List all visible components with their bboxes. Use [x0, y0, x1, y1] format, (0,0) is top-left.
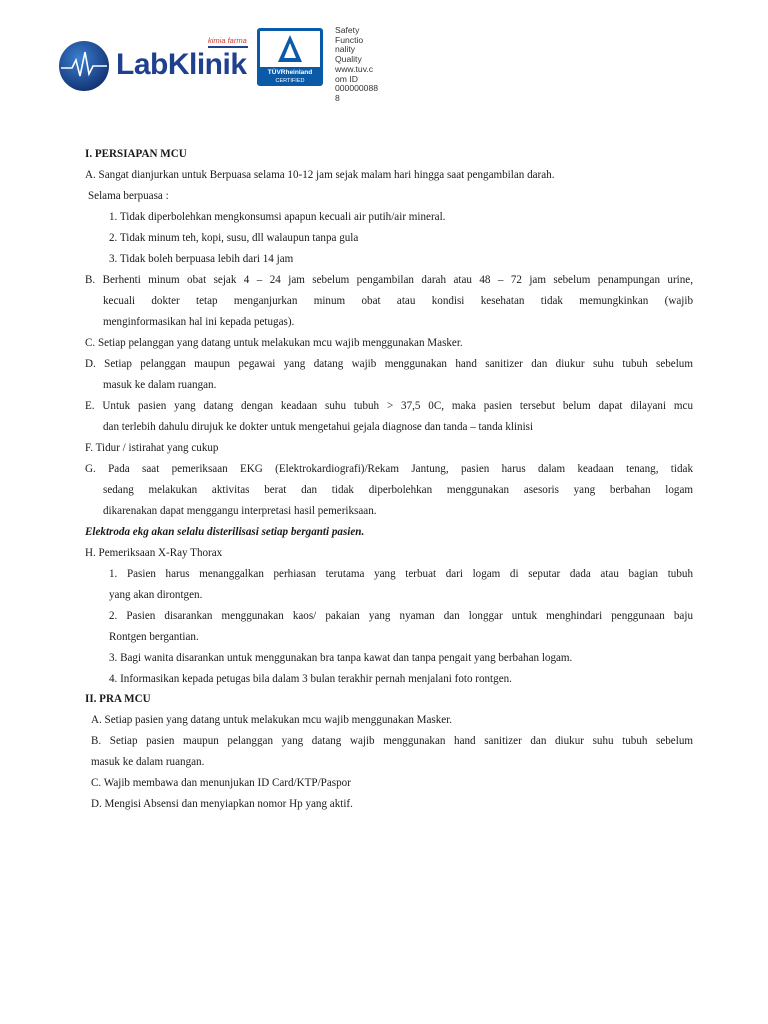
tuv-certified-logo-icon: [257, 28, 323, 86]
safety-line: Safety: [335, 25, 360, 35]
safety-line: Quality: [335, 54, 362, 65]
pra-item-a: A. Setiap pasien yang datang untuk melakukan mcu wajib menggunakan Masker.: [91, 714, 453, 726]
safety-line: www.tuv.c: [335, 63, 374, 74]
fasting-item: 3. Tidak boleh berpuasa lebih dari 14 jam: [109, 253, 294, 265]
item-h: H. Pemeriksaan X-Ray Thorax: [85, 547, 223, 559]
pra-item-d: D. Mengisi Absensi dan menyiapkan nomor Hp yang aktif.: [91, 798, 353, 810]
xray-item-line: 1. Pasien harus menanggalkan perhiasan terutama yang terbuat dari logam di seputar dada atau bagian tubuh: [109, 568, 693, 580]
item-g-line: sedang melakukan aktivitas berat dan tidak diperbolehkan menggunakan asesoris yang berbahan logam: [103, 484, 693, 496]
pra-item-c: C. Wajib membawa dan menunjukan ID Card/KTP/Paspor: [91, 777, 351, 789]
item-f: F. Tidur / istirahat yang cukup: [85, 442, 219, 454]
item-e-line: E. Untuk pasien yang datang dengan keadaan suhu tubuh > 37,5 0C, maka pasien tersebut belum dapat dilayani mcu: [85, 400, 693, 412]
pra-item-b-line: B. Setiap pasien maupun pelanggan yang datang wajib menggunakan hand sanitizer dan diukur suhu tubuh sebelum: [91, 735, 693, 747]
tuv-brand-text: TÜVRheinland: [267, 69, 313, 76]
xray-item-line: Rontgen bergantian.: [109, 631, 199, 643]
pra-item-b-line: masuk ke dalam ruangan.: [91, 756, 205, 768]
document-header: [0, 0, 768, 110]
item-b-line: B. Berhenti minum obat sejak 4 – 24 jam sebelum pengambilan darah atau 48 – 72 jam sebelum penampungan urine,: [85, 274, 693, 286]
section-title-pra-mcu: II. PRA MCU: [85, 693, 151, 705]
safety-line: 000000088: [335, 83, 379, 94]
brand-underline: [208, 46, 248, 48]
xray-item-line: 4. Informasikan kepada petugas bila dalam 3 bulan terakhir pernah menjalani foto rontgen.: [109, 673, 512, 685]
item-e-line: dan terlebih dahulu dirujuk ke dokter untuk mengetahui gejala diagnose dan tanda – tanda klinisi: [103, 421, 534, 433]
brand-parent: kimia farma: [208, 36, 247, 45]
tuv-certified-text: CERTIFIED: [275, 78, 305, 84]
brand-name: LabKlinik: [116, 48, 247, 81]
labklinik-heartbeat-logo-icon: [58, 40, 110, 92]
item-b-line: menginformasikan hal ini kepada petugas).: [103, 316, 295, 328]
safety-line: 8: [335, 92, 340, 103]
xray-item-line: yang akan dirontgen.: [109, 589, 203, 601]
fasting-label: Selama berpuasa :: [88, 190, 169, 202]
item-d-line: D. Setiap pelanggan maupun pegawai yang datang wajib menggunakan hand sanitizer dan diukur suhu tubuh sebelum: [85, 358, 693, 370]
section-title-persiapan: I. PERSIAPAN MCU: [85, 148, 187, 160]
safety-line: Functio: [335, 34, 364, 45]
ekg-note: Elektroda ekg akan selalu disterilisasi setiap berganti pasien.: [85, 526, 365, 538]
xray-item-line: 2. Pasien disarankan menggunakan kaos/ pakaian yang nyaman dan longgar untuk menghindari penggunaan baju: [109, 610, 693, 622]
item-c: C. Setiap pelanggan yang datang untuk melakukan mcu wajib menggunakan Masker.: [85, 337, 463, 349]
item-g-line: G. Pada saat pemeriksaan EKG (Elektrokardiografi)/Rekam Jantung, pasien harus dalam keadaan tenang, tidak: [85, 463, 693, 475]
safety-certification-text: [335, 26, 405, 104]
safety-line: nality: [335, 44, 356, 55]
xray-item-line: 3. Bagi wanita disarankan untuk menggunakan bra tanpa kawat dan tanpa pengait yang berbahan logam.: [109, 652, 573, 664]
safety-line: om ID: [335, 73, 358, 84]
fasting-item: 2. Tidak minum teh, kopi, susu, dll walaupun tanpa gula: [109, 232, 359, 244]
item-a: A. Sangat dianjurkan untuk Berpuasa selama 10-12 jam sejak malam hari hingga saat pengambilan darah.: [85, 169, 555, 181]
fasting-item: 1. Tidak diperbolehkan mengkonsumsi apapun kecuali air putih/air mineral.: [109, 211, 446, 223]
item-d-line: masuk ke dalam ruangan.: [103, 379, 217, 391]
item-g-line: dikarenakan dapat menggangu interpretasi hasil pemeriksaan.: [103, 505, 377, 517]
item-b-line: kecuali dokter tetap menganjurkan minum obat atau kondisi kesehatan tidak memungkinkan (wajib: [103, 295, 693, 307]
